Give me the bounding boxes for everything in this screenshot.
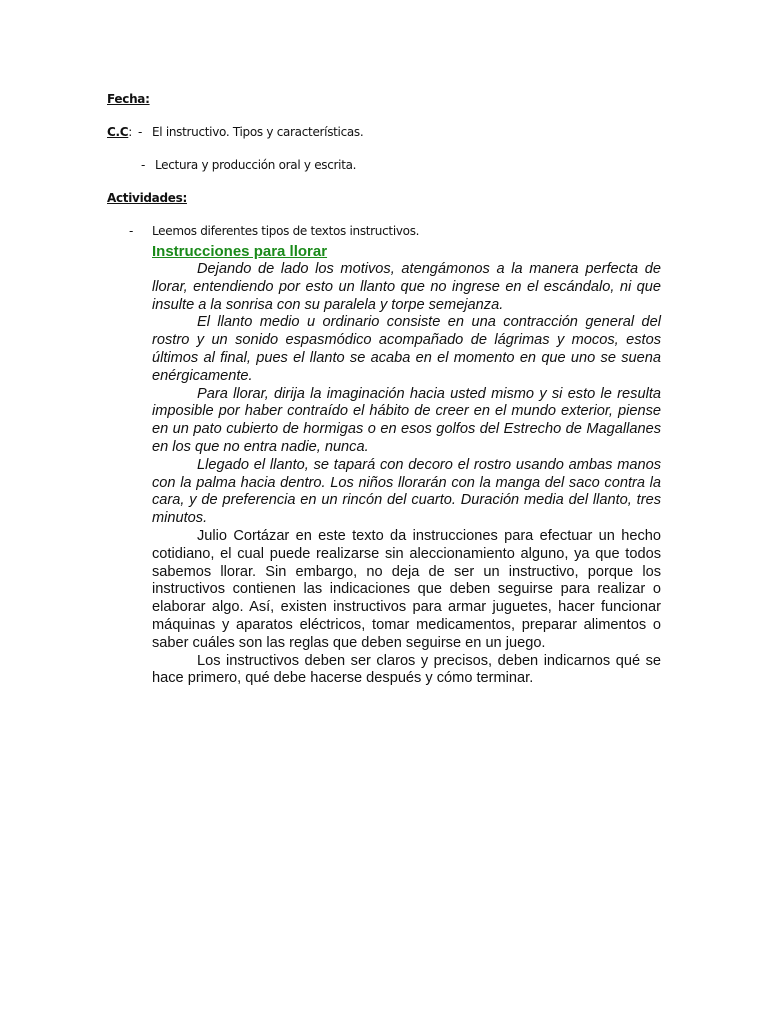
cc-label: C.C [107, 125, 129, 139]
fecha-label: Fecha: [107, 92, 150, 106]
italic-paragraph-1: Dejando de lado los motivos, atengámonos a la manera perfecta de llorar, entendiendo por esto un llanto que no ingrese en el escándalo, ni que insulte a la sonrisa con su paralela y torpe semejanza. [152, 261, 661, 313]
body-paragraph-1: Julio Cortázar en este texto da instrucciones para efectuar un hecho cotidiano, el cual puede realizarse sin aleccionamiento alguno, ya que todos sabemos llorar. Sin embargo, no deja de ser un instructivo, porque los instructivos contienen las indicaciones que deben seguirse para realizar o elaborar algo. Así, existen instructivos para armar juguetes, hacer funcionar máquinas y aparatos eléctricos, tomar medicamentos, preparar alimentos o saber cuáles son las reglas que deben seguirse en un juego. [152, 527, 661, 651]
body-paragraph-2: Los instructivos deben ser claros y precisos, deben indicarnos qué se hace primero, qué debe hacerse después y cómo terminar. [152, 652, 661, 687]
reading-title: Instrucciones para llorar [152, 243, 328, 260]
cc-line-1 [107, 125, 132, 139]
cc-item-2: Lectura y producción oral y escrita. [155, 158, 357, 172]
cc-colon: : [128, 125, 133, 139]
reading-section [152, 243, 661, 688]
actividad-1: Leemos diferentes tipos de textos instructivos. [152, 224, 420, 238]
italic-paragraph-2: El llanto medio u ordinario consiste en una contracción general del rostro y un sonido espasmódico acompañado de lágrimas y mocos, estos últimos al final, pues el llanto se acaba en el momento en que uno se suena enérgicamente. [152, 314, 661, 384]
cc-dash-2: - [141, 158, 146, 172]
cc-dash-1: - [138, 125, 143, 139]
italic-paragraph-3: Para llorar, dirija la imaginación hacia usted mismo y si esto le resulta imposible por haber contraído el hábito de creer en el mundo exterior, piense en un pato cubierto de hormigas o en esos golfos del Estrecho de Magallanes en los que no entra nadie, nunca. [152, 385, 661, 455]
cc-item-1: El instructivo. Tipos y características. [152, 125, 364, 139]
actividades-label: Actividades: [107, 191, 187, 205]
actividad-dash: - [129, 224, 134, 238]
italic-paragraph-4: Llegado el llanto, se tapará con decoro el rostro usando ambas manos con la palma hacia dentro. Los niños llorarán con la manga del saco contra la cara, y de preferencia en un rincón del cuarto. Duración media del llanto, tres minutos. [152, 456, 661, 527]
